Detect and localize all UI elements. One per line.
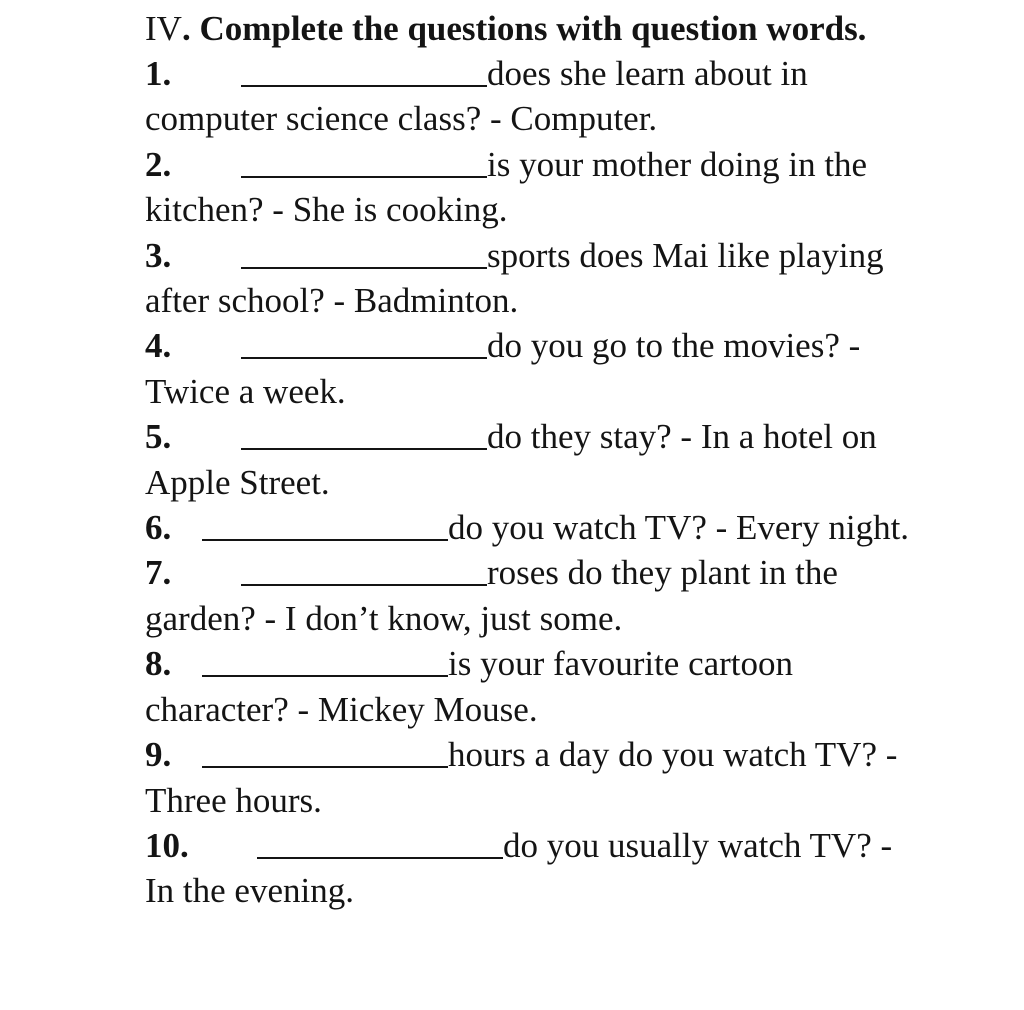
question-4-continued: Twice a week. xyxy=(145,371,346,411)
answer-blank[interactable] xyxy=(202,643,448,677)
answer-blank[interactable] xyxy=(241,552,487,586)
answer-blank[interactable] xyxy=(241,53,487,87)
worksheet xyxy=(145,6,965,914)
question-4 xyxy=(145,323,965,368)
question-number: 9. xyxy=(145,735,172,775)
exercise-title xyxy=(145,6,965,51)
question-text: hours a day do you watch TV? - xyxy=(448,735,898,775)
question-8-continued: character? - Mickey Mouse. xyxy=(145,689,538,729)
question-number: 4. xyxy=(145,326,172,366)
question-5 xyxy=(145,414,965,459)
question-text: does she learn about in xyxy=(487,54,808,93)
question-7-continued: garden? - I don’t know, just some. xyxy=(145,598,623,638)
question-9-continued: Three hours. xyxy=(145,780,322,820)
question-number: 2. xyxy=(145,144,172,184)
question-text: roses do they plant in the xyxy=(487,553,838,593)
answer-blank[interactable] xyxy=(241,235,487,269)
question-number: 10. xyxy=(145,825,189,865)
question-10-continued: In the evening. xyxy=(145,871,354,911)
question-6 xyxy=(145,505,965,550)
answer-blank[interactable] xyxy=(241,144,487,178)
question-text: is your favourite cartoon xyxy=(448,644,794,684)
answer-blank[interactable] xyxy=(202,507,448,541)
question-5-continued: Apple Street. xyxy=(145,462,330,502)
question-10 xyxy=(145,823,965,868)
question-number: 6. xyxy=(145,508,172,548)
question-2-continued: kitchen? - She is cooking. xyxy=(145,190,508,230)
question-number: 8. xyxy=(145,644,172,684)
answer-blank[interactable] xyxy=(241,325,487,359)
question-8 xyxy=(145,641,965,686)
question-text: do you go to the movies? - xyxy=(487,326,861,366)
question-9 xyxy=(145,732,965,777)
question-number: 3. xyxy=(145,235,172,275)
question-7 xyxy=(145,550,965,595)
question-text: do they stay? - In a hotel on xyxy=(487,417,877,457)
title-instruction: . Complete the questions with question words. xyxy=(181,9,867,48)
answer-blank[interactable] xyxy=(257,825,503,859)
question-1 xyxy=(145,51,965,96)
answer-blank[interactable] xyxy=(202,734,448,768)
title-numeral: IV xyxy=(145,9,182,48)
question-text: do you usually watch TV? - xyxy=(503,825,893,865)
question-text: is your mother doing in the xyxy=(487,144,868,184)
answer-blank[interactable] xyxy=(241,416,487,450)
question-2 xyxy=(145,142,965,187)
question-number: 5. xyxy=(145,417,172,457)
question-number: 7. xyxy=(145,553,172,593)
question-3 xyxy=(145,233,965,278)
question-1-continued: computer science class? - Computer. xyxy=(145,99,658,139)
question-3-continued: after school? - Badminton. xyxy=(145,281,519,321)
question-text: sports does Mai like playing xyxy=(487,235,884,275)
question-text: do you watch TV? - Every night. xyxy=(448,508,910,548)
question-number: 1. xyxy=(145,54,172,93)
